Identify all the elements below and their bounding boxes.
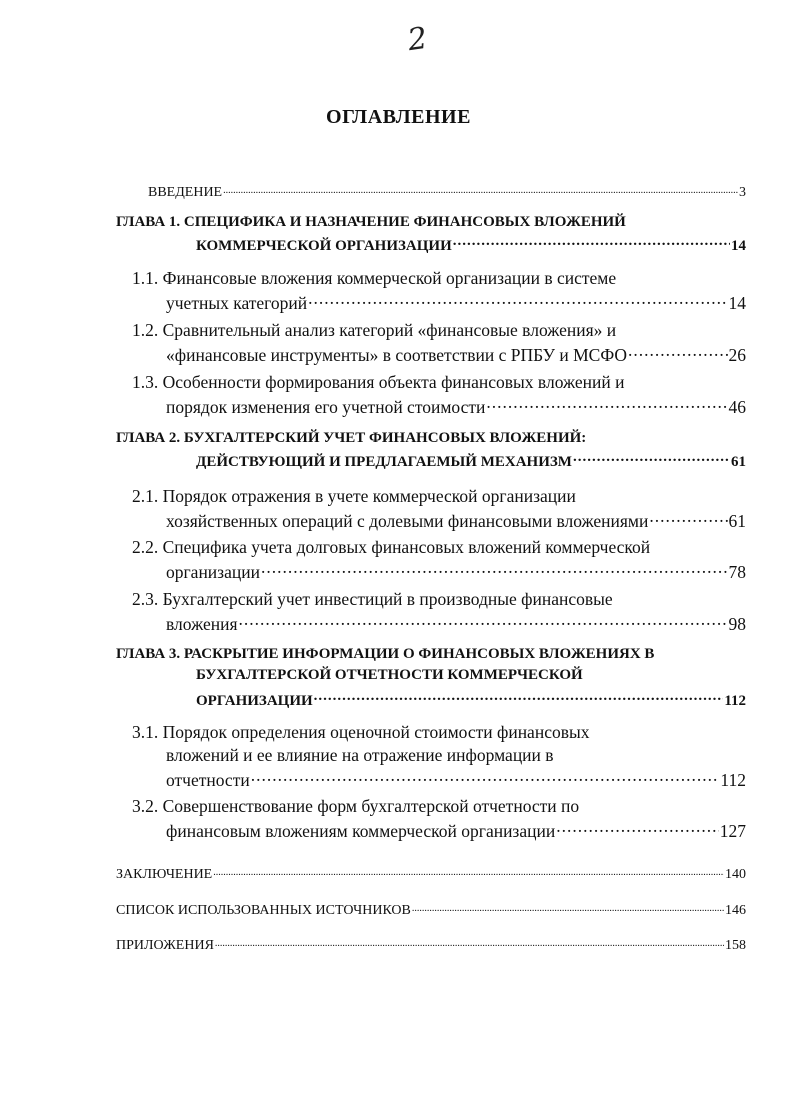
section-title-cont: отчетности	[166, 769, 250, 790]
section-title: 3.1. Порядок определения оценочной стоимости финансовых	[132, 722, 590, 742]
section-page: 112	[720, 769, 746, 790]
toc-section-1-3[interactable]	[132, 372, 746, 418]
chapter-title-cont: КОММЕРЧЕСКОЙ ОРГАНИЗАЦИИ	[196, 238, 452, 254]
dot-leader	[486, 395, 727, 413]
section-page: 127	[719, 820, 746, 841]
section-title-cont: вложения	[166, 613, 238, 634]
section-title-cont: вложений и ее влияние на отражение информации в	[166, 745, 554, 765]
section-title-cont: учетных категорий	[166, 292, 308, 313]
section-page: 78	[728, 561, 746, 582]
toc-section-2-3[interactable]	[132, 589, 746, 635]
dot-leader	[251, 768, 720, 786]
toc-section-2-2[interactable]	[132, 537, 746, 583]
section-page: 14	[728, 292, 746, 313]
toc-entry-label: СПИСОК ИСПОЛЬЗОВАННЫХ ИСТОЧНИКОВ	[116, 903, 411, 918]
chapter-title: ГЛАВА 3. РАСКРЫТИЕ ИНФОРМАЦИИ О ФИНАНСОВЫХ ВЛОЖЕНИЯХ В	[116, 646, 655, 662]
toc-entry-page: 140	[725, 867, 746, 882]
chapter-title: ГЛАВА 2. БУХГАЛТЕРСКИЙ УЧЕТ ФИНАНСОВЫХ ВЛОЖЕНИЙ:	[116, 430, 587, 446]
toc-section-3-1[interactable]	[132, 722, 746, 791]
chapter-title-cont: ОРГАНИЗАЦИИ	[196, 693, 313, 709]
dot-leader	[261, 560, 728, 578]
chapter-title-cont: БУХГАЛТЕРСКОЙ ОТЧЕТНОСТИ КОММЕРЧЕСКОЙ	[196, 667, 583, 683]
chapter-title-cont: ДЕЙСТВУЮЩИЙ И ПРЕДЛАГАЕМЫЙ МЕХАНИЗМ	[196, 454, 572, 470]
toc-section-1-1[interactable]	[132, 268, 746, 314]
dot-leader	[649, 509, 727, 527]
dot-leader	[453, 235, 730, 250]
chapter-title: ГЛАВА 1. СПЕЦИФИКА И НАЗНАЧЕНИЕ ФИНАНСОВЫХ ВЛОЖЕНИЙ	[116, 214, 626, 230]
toc-entry-label: ВВЕДЕНИЕ	[148, 185, 223, 200]
toc-entry-label: ПРИЛОЖЕНИЯ	[116, 938, 214, 953]
dot-leader	[628, 343, 727, 361]
dot-leader	[308, 291, 727, 309]
section-page: 46	[728, 396, 746, 417]
section-page: 61	[728, 510, 746, 531]
section-page: 26	[728, 344, 746, 365]
toc-entry-label: ЗАКЛЮЧЕНИЕ	[116, 867, 213, 882]
toc-chapter-2[interactable]	[116, 430, 746, 471]
toc-entry-references[interactable]	[116, 900, 746, 919]
section-title: 2.2. Специфика учета долговых финансовых вложений коммерческой	[132, 537, 651, 557]
section-title-cont: организации	[166, 561, 260, 582]
dot-leader	[412, 900, 724, 914]
section-title: 1.3. Особенности формирования объекта финансовых вложений и	[132, 372, 625, 392]
section-title-cont: порядок изменения его учетной стоимости	[166, 396, 486, 417]
toc-section-1-2[interactable]	[132, 320, 746, 366]
section-title: 2.1. Порядок отражения в учете коммерческой организации	[132, 486, 576, 506]
toc-entry-conclusion[interactable]	[116, 864, 746, 883]
dot-leader	[573, 451, 730, 466]
section-title-cont: «финансовые инструменты» в соответствии с РПБУ и МСФО	[166, 344, 628, 365]
chapter-page: 61	[731, 454, 746, 470]
section-page: 98	[728, 613, 746, 634]
section-title: 1.2. Сравнительный анализ категорий «финансовые вложения» и	[132, 320, 617, 340]
dot-leader	[556, 819, 719, 837]
section-title: 2.3. Бухгалтерский учет инвестиций в производные финансовые	[132, 589, 613, 609]
section-title-cont: хозяйственных операций с долевыми финансовыми вложениями	[166, 510, 649, 531]
toc-entry-introduction[interactable]	[148, 182, 746, 201]
toc-entry-page: 3	[739, 185, 746, 200]
dot-leader	[314, 690, 724, 705]
dot-leader	[215, 935, 724, 949]
dot-leader	[213, 864, 724, 878]
toc-chapter-1[interactable]	[116, 214, 746, 255]
section-title: 1.1. Финансовые вложения коммерческой организации в системе	[132, 268, 617, 288]
dot-leader	[223, 182, 738, 196]
section-title: 3.2. Совершенствование форм бухгалтерской отчетности по	[132, 796, 580, 816]
toc-section-2-1[interactable]	[132, 486, 746, 532]
toc-section-3-2[interactable]	[132, 796, 746, 842]
toc-entry-appendices[interactable]	[116, 935, 746, 954]
section-title-cont: финансовым вложениям коммерческой организации	[166, 820, 556, 841]
handwritten-page-number: 2	[405, 20, 430, 59]
dot-leader	[239, 612, 728, 630]
toc-chapter-3[interactable]	[116, 646, 746, 710]
toc-entry-page: 146	[725, 903, 746, 918]
chapter-page: 112	[724, 693, 746, 709]
chapter-page: 14	[731, 238, 746, 254]
toc-entry-page: 158	[725, 938, 746, 953]
page-title: ОГЛАВЛЕНИЕ	[326, 106, 471, 128]
